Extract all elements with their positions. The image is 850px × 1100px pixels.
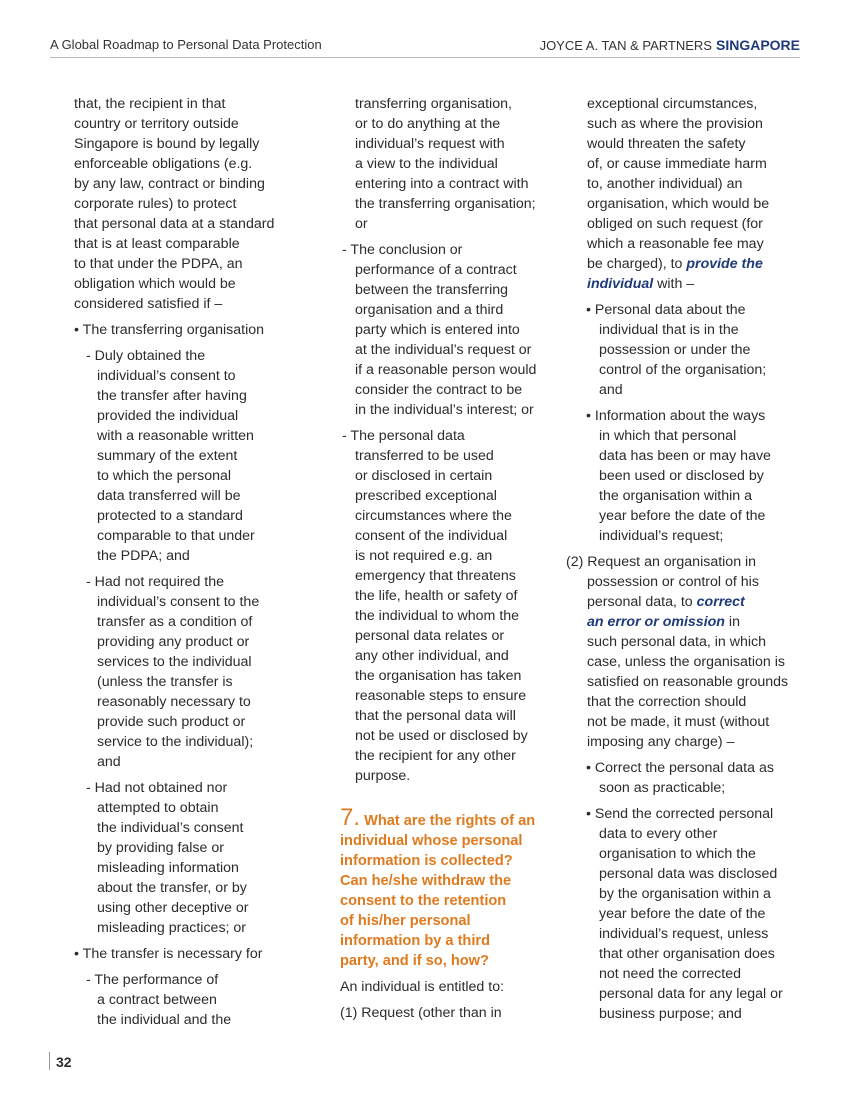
text-line: - Had not required the (86, 574, 225, 590)
question-line-2: individual whose personal (340, 833, 523, 849)
text-line: not be used or disclosed by (355, 728, 528, 744)
text-line: data transferred will be (97, 488, 241, 504)
text-column-1 (74, 94, 294, 1030)
text-line: individual that is in the (599, 322, 739, 338)
question-line-1: 7. What are the rights of an (340, 804, 536, 831)
text-line: providing any product or (97, 634, 250, 650)
text-line: the PDPA; and (97, 548, 190, 564)
page-number: 32 (56, 1054, 72, 1070)
text-column-2 (340, 94, 550, 1023)
request-item-1-start: (1) Request (other than in (340, 1005, 502, 1021)
text-line: if a reasonable person would (355, 362, 537, 378)
emphasis-text: correct (696, 594, 745, 610)
text-line: Singapore is bound by legally (74, 136, 260, 152)
text-line: personal data, to correct (587, 594, 745, 610)
text-line: of, or cause immediate harm (587, 156, 767, 172)
text-line: services to the individual (97, 654, 252, 670)
text-line: data to every other (599, 826, 718, 842)
text-line: - The personal data (342, 428, 465, 444)
text-line: that other organisation does (599, 946, 775, 962)
text-line: that personal data at a standard (74, 216, 275, 232)
text-line: using other deceptive or (97, 900, 249, 916)
emphasis-text: individual (587, 276, 654, 292)
question-line-6: of his/her personal (340, 913, 471, 929)
text-line: • Information about the ways (586, 408, 766, 424)
page-header (50, 35, 800, 55)
text-line: satisfied on reasonable grounds (587, 674, 789, 690)
question-line-5: consent to the retention (340, 893, 507, 909)
text-line: service to the individual); (97, 734, 254, 750)
text-line: that the personal data will (355, 708, 516, 724)
text-line: the life, health or safety of (355, 588, 518, 604)
header-firm-country (540, 37, 800, 53)
text-line: organisation, which would be (587, 196, 770, 212)
text-line: soon as practicable; (599, 780, 726, 796)
text-line: not need the corrected (599, 966, 741, 982)
document-title: A Global Roadmap to Personal Data Protection (50, 37, 322, 52)
text-column-3 (566, 94, 806, 1024)
text-line: a view to the individual (355, 156, 498, 172)
text-line: provide such product or (97, 714, 246, 730)
text-line: possession or under the (599, 342, 751, 358)
text-line: business purpose; and (599, 1006, 742, 1022)
text-line: to that under the PDPA, an (74, 256, 243, 272)
text-line: country or territory outside (74, 116, 239, 132)
footer-divider (49, 1052, 50, 1070)
emphasis-text: an error or omission (587, 614, 725, 630)
text-line: about the transfer, or by (97, 880, 247, 896)
text-line: • Correct the personal data as (586, 760, 774, 776)
text-line: the individual and the (97, 1012, 232, 1028)
text-line: or (355, 216, 368, 232)
text-line: transferred to be used (355, 448, 494, 464)
text-line: such as where the provision (587, 116, 763, 132)
text-line: • The transfer is necessary for (74, 946, 263, 962)
text-line: would threaten the safety (587, 136, 746, 152)
text-line: individual’s request with (355, 136, 505, 152)
text-line: obligation which would be (74, 276, 236, 292)
text-line: or to do anything at the (355, 116, 501, 132)
text-line: enforceable obligations (e.g. (74, 156, 253, 172)
text-line: obliged on such request (for (587, 216, 763, 232)
text-line: summary of the extent (97, 448, 238, 464)
text-line: with a reasonable written (97, 428, 254, 444)
text-line: - The performance of (86, 972, 219, 988)
text-line: been used or disclosed by (599, 468, 764, 484)
text-line: data has been or may have (599, 448, 771, 464)
text-line: personal data for any legal or (599, 986, 783, 1002)
text-line: performance of a contract (355, 262, 517, 278)
text-line: in which that personal (599, 428, 737, 444)
text-line: the transferring organisation; (355, 196, 536, 212)
text-line: control of the organisation; (599, 362, 767, 378)
text-line: imposing any charge) – (587, 734, 735, 750)
text-line: emergency that threatens (355, 568, 516, 584)
text-line: circumstances where the (355, 508, 512, 524)
text-line: is not required e.g. an (355, 548, 493, 564)
text-line: be charged), to provide the (587, 256, 763, 272)
question-line-3: information is collected? (340, 853, 513, 869)
text-line: misleading information (97, 860, 239, 876)
country-name: SINGAPORE (715, 37, 800, 53)
question-heading (340, 804, 550, 971)
text-line: individual’s consent to the (97, 594, 260, 610)
text-line: • The transferring organisation (74, 322, 265, 338)
text-line: exceptional circumstances, (587, 96, 758, 112)
text-line: the individual to whom the (355, 608, 520, 624)
text-line: an error or omission in (587, 614, 740, 630)
text-line: consent of the individual (355, 528, 508, 544)
text-line: such personal data, in which (587, 634, 767, 650)
text-line: individual with – (587, 276, 695, 292)
text-line: year before the date of the (599, 508, 766, 524)
text-line: and (97, 754, 121, 770)
text-line: year before the date of the (599, 906, 766, 922)
entitlement-intro: An individual is entitled to: (340, 979, 505, 995)
text-line: to, another individual) an (587, 176, 743, 192)
text-line: that, the recipient in that (74, 96, 226, 112)
text-line: protected to a standard (97, 508, 243, 524)
text-line: by the organisation within a (599, 886, 771, 902)
text-line: personal data relates or (355, 628, 505, 644)
text-line: by providing false or (97, 840, 224, 856)
text-line: by any law, contract or binding (74, 176, 265, 192)
question-line-8: party, and if so, how? (340, 953, 489, 969)
text-line: corporate rules) to protect (74, 196, 237, 212)
text-line: (unless the transfer is (97, 674, 233, 690)
text-line: not be made, it must (without (587, 714, 770, 730)
text-line: (2) Request an organisation in (566, 554, 757, 570)
text-line: - Duly obtained the (86, 348, 206, 364)
text-line: the recipient for any other (355, 748, 516, 764)
text-line: • Send the corrected personal (586, 806, 774, 822)
text-line: the organisation has taken (355, 668, 522, 684)
emphasis-text: provide the (686, 256, 763, 272)
text-line: transferring organisation, (355, 96, 512, 112)
text-line: organisation to which the (599, 846, 756, 862)
text-line: personal data was disclosed (599, 866, 778, 882)
firm-name: JOYCE A. TAN & PARTNERS (539, 38, 712, 53)
text-line: which a reasonable fee may (587, 236, 764, 252)
text-line: entering into a contract with (355, 176, 529, 192)
text-line: the transfer after having (97, 388, 247, 404)
text-line: reasonably necessary to (97, 694, 251, 710)
text-line: • Personal data about the (586, 302, 746, 318)
question-line-7: information by a third (340, 933, 490, 949)
text-line: at the individual’s request or (355, 342, 532, 358)
text-line: attempted to obtain (97, 800, 219, 816)
text-line: provided the individual (97, 408, 239, 424)
text-line: individual’s request, unless (599, 926, 769, 942)
text-line: misleading practices; or (97, 920, 247, 936)
text-line: individual’s request; (599, 528, 724, 544)
column-2-body (340, 94, 550, 786)
text-line: - Had not obtained nor (86, 780, 228, 796)
text-line: in the individual’s interest; or (355, 402, 534, 418)
text-line: considered satisfied if – (74, 296, 223, 312)
text-line: the individual’s consent (97, 820, 244, 836)
text-line: individual’s consent to (97, 368, 236, 384)
text-line: reasonable steps to ensure (355, 688, 527, 704)
text-line: party which is entered into (355, 322, 520, 338)
text-line: or disclosed in certain (355, 468, 493, 484)
text-line: - The conclusion or (342, 242, 463, 258)
text-line: the organisation within a (599, 488, 753, 504)
text-line: prescribed exceptional (355, 488, 497, 504)
text-line: a contract between (97, 992, 217, 1008)
text-line: to which the personal (97, 468, 232, 484)
text-line: that is at least comparable (74, 236, 240, 252)
question-number: 7. (340, 804, 361, 831)
text-line: organisation and a third (355, 302, 504, 318)
question-line-4: Can he/she withdraw the (340, 873, 512, 889)
text-line: consider the contract to be (355, 382, 523, 398)
text-line: comparable to that under (97, 528, 255, 544)
text-line: case, unless the organisation is (587, 654, 785, 670)
text-line: between the transferring (355, 282, 509, 298)
text-line: possession or control of his (587, 574, 759, 590)
text-line: transfer as a condition of (97, 614, 253, 630)
header-divider (50, 57, 800, 58)
text-line: any other individual, and (355, 648, 509, 664)
text-line: purpose. (355, 768, 411, 784)
text-line: and (599, 382, 623, 398)
text-line: that the correction should (587, 694, 747, 710)
